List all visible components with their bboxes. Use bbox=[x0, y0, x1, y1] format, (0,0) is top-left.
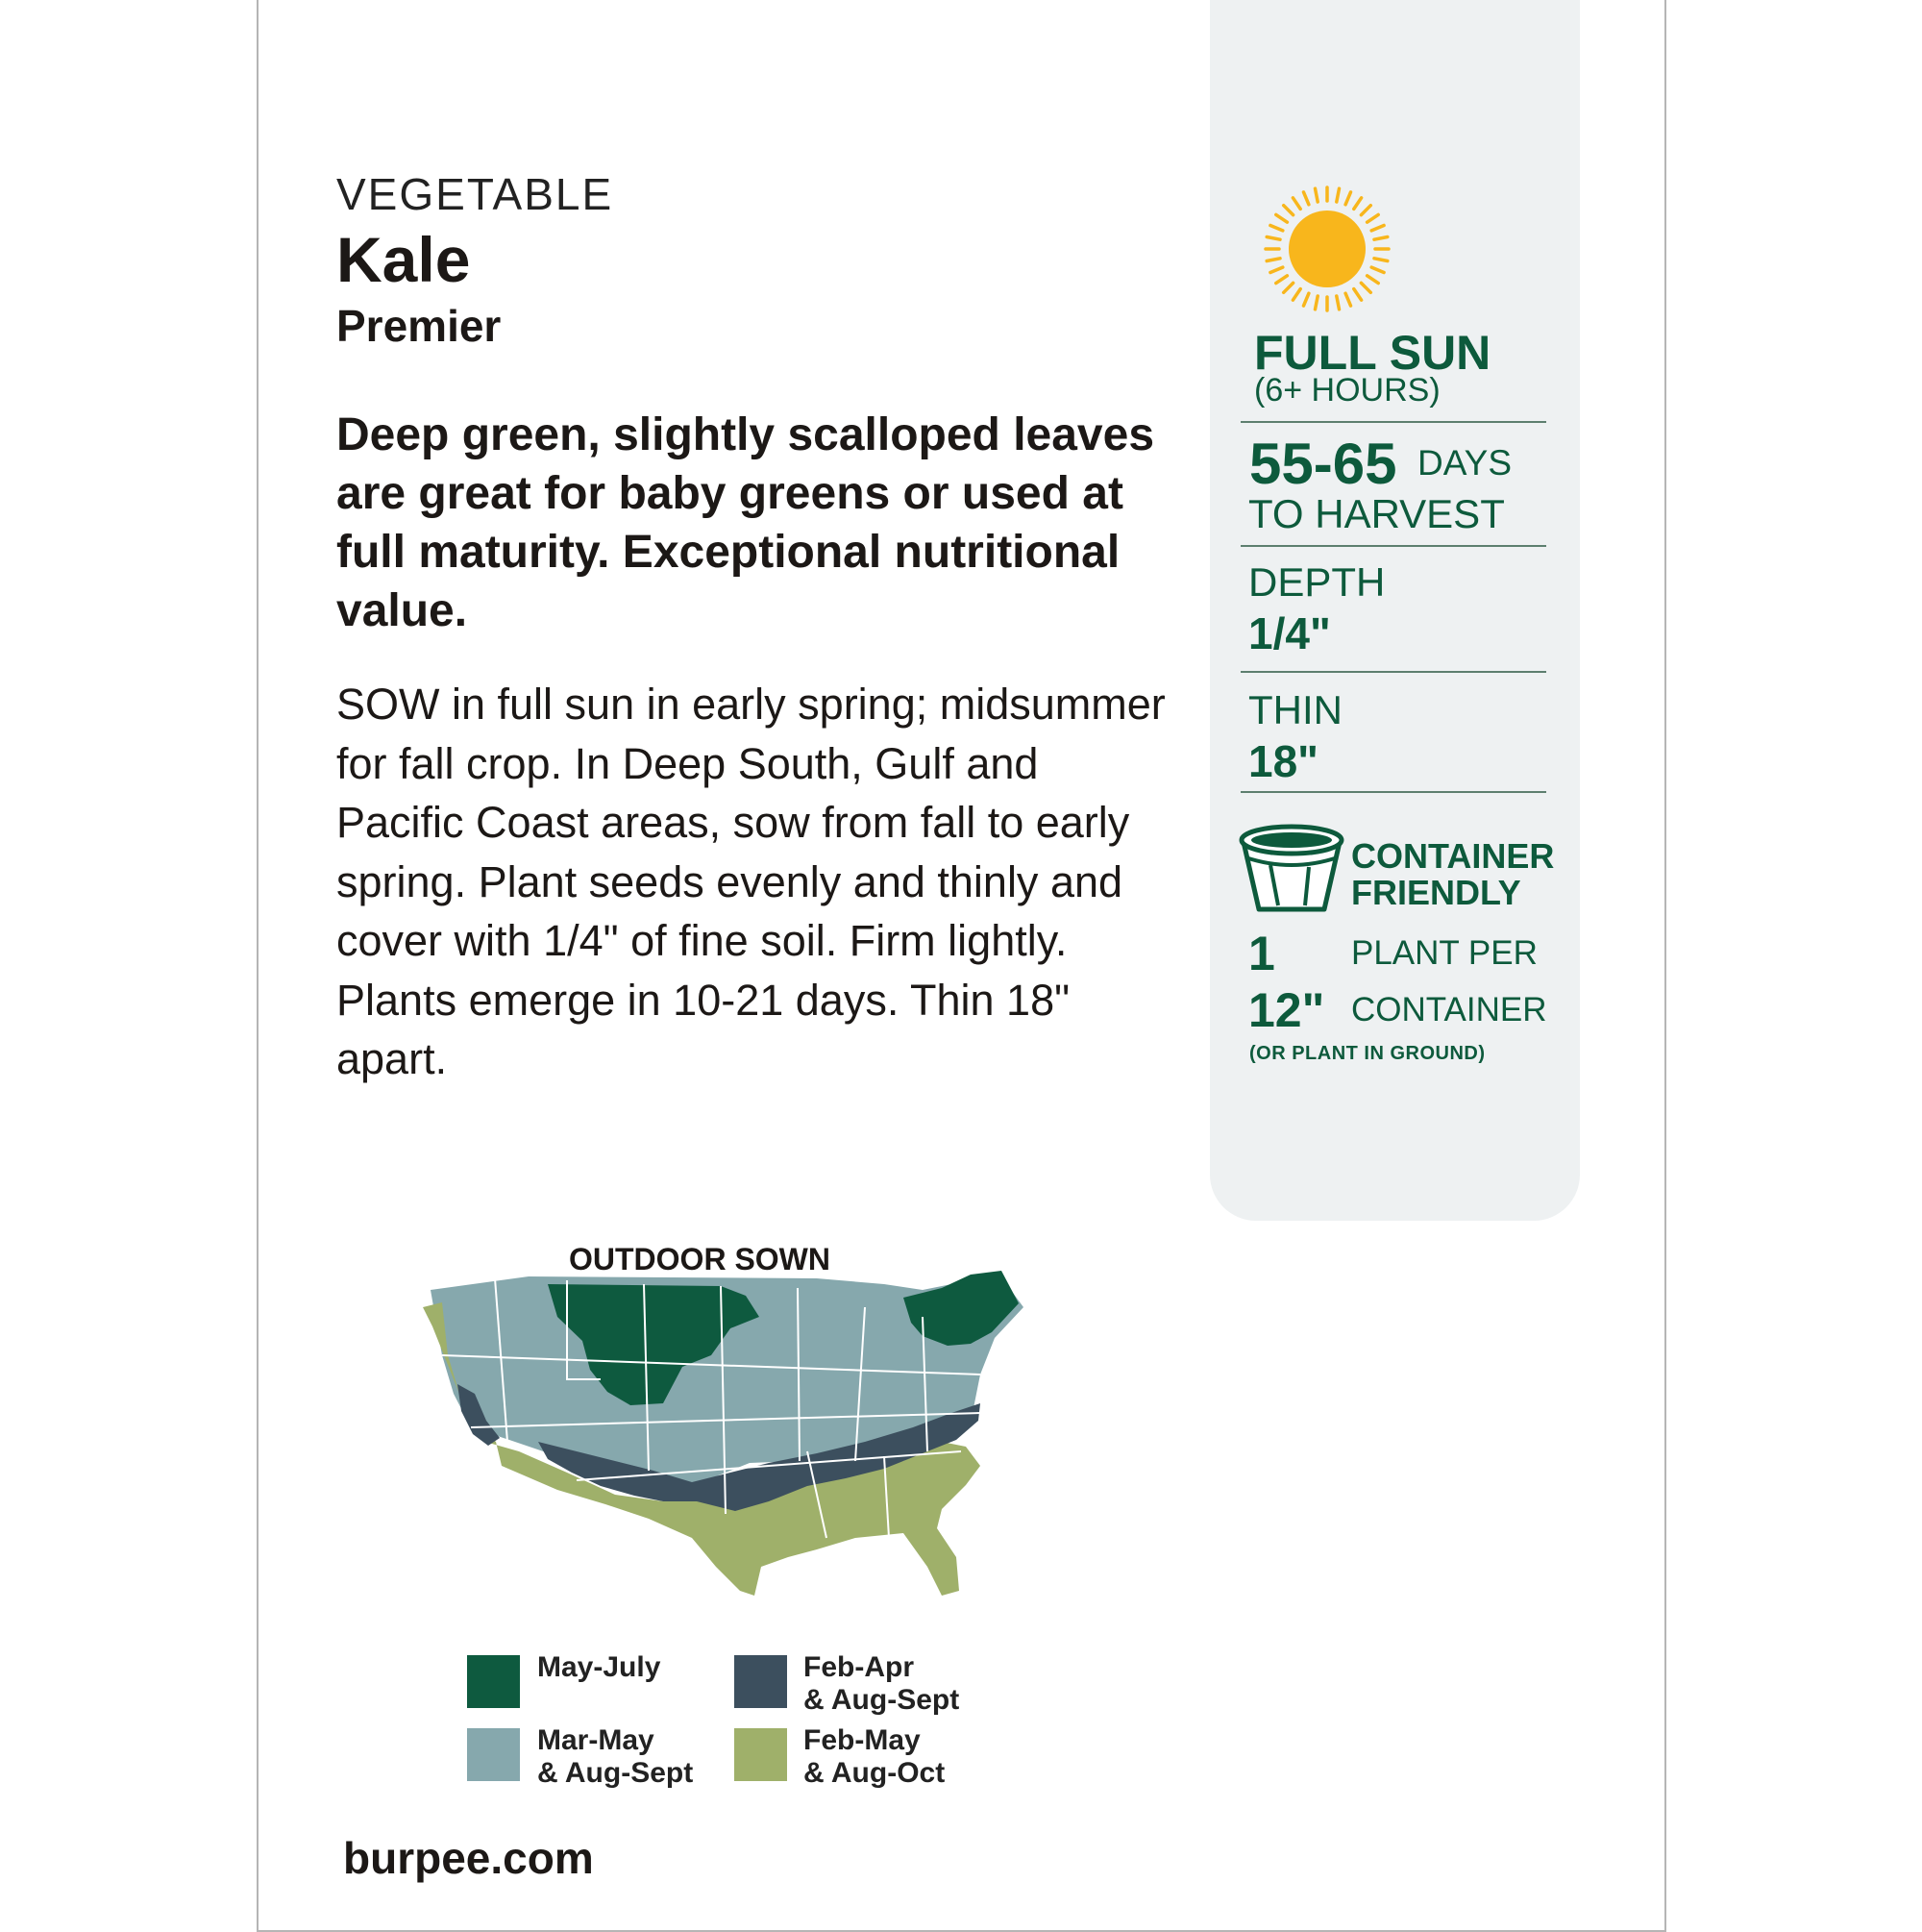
container-label: CONTAINER bbox=[1351, 991, 1547, 1028]
legend-text: Feb-Apr bbox=[803, 1651, 914, 1683]
legend-label-feb-apr bbox=[803, 1651, 959, 1717]
divider bbox=[1241, 421, 1546, 423]
thin-value: 18" bbox=[1248, 736, 1318, 786]
website-link[interactable]: burpee.com bbox=[343, 1833, 594, 1883]
days-unit: DAYS bbox=[1417, 443, 1513, 483]
container-friendly-label bbox=[1351, 838, 1554, 911]
plants-per-label: PLANT PER bbox=[1351, 934, 1538, 972]
container-title-line2: FRIENDLY bbox=[1351, 873, 1521, 912]
legend-text: Mar-May bbox=[537, 1724, 654, 1756]
sun-ray bbox=[1345, 293, 1350, 306]
sun-ray bbox=[1361, 283, 1370, 292]
legend-label-may-july bbox=[537, 1651, 660, 1684]
sun-ray bbox=[1284, 206, 1294, 215]
divider bbox=[1241, 791, 1546, 793]
sun-ray bbox=[1316, 296, 1318, 310]
sun-ray bbox=[1276, 214, 1288, 222]
legend-label-mar-may bbox=[537, 1724, 693, 1790]
days-to-harvest-value: 55-65 bbox=[1249, 432, 1397, 496]
description: Deep green, slightly scalloped leaves are great for baby greens or used at full maturity. Exceptional nutritional value. bbox=[336, 409, 1155, 636]
legend-text: & Aug-Oct bbox=[803, 1757, 946, 1789]
legend-text: & Aug-Sept bbox=[537, 1757, 694, 1789]
sun-ray bbox=[1267, 259, 1280, 261]
sun-ray bbox=[1304, 192, 1309, 205]
container-pot-icon bbox=[1236, 817, 1347, 919]
legend-text: May-July bbox=[537, 1651, 661, 1683]
depth-label: DEPTH bbox=[1248, 559, 1386, 605]
sun-ray bbox=[1270, 226, 1283, 231]
plant-name: Kale bbox=[336, 224, 471, 295]
sun-ray bbox=[1354, 198, 1362, 210]
variety-name: Premier bbox=[336, 301, 502, 351]
depth-value: 1/4" bbox=[1248, 608, 1331, 658]
sun-ray bbox=[1361, 206, 1370, 215]
sun-ray bbox=[1374, 237, 1388, 240]
sun-ray bbox=[1267, 237, 1280, 240]
us-planting-map bbox=[404, 1250, 1047, 1653]
sowing-instructions: SOW in full sun in early spring; midsummer for fall crop. In Deep South, Gulf and Pacific Coast areas, sow from fall to early spring. Plant seeds evenly and thinly and cover with 1/4" of fine soil. Firm lightly. Plants emerge in 10-21 days. Thin 18" apart. bbox=[336, 680, 1166, 1083]
plant-in-ground-note: (OR PLANT IN GROUND) bbox=[1249, 1043, 1486, 1064]
sun-ray bbox=[1337, 296, 1340, 310]
legend-swatch-feb-apr bbox=[734, 1655, 787, 1708]
sun-ray bbox=[1371, 267, 1384, 272]
sun-ray bbox=[1354, 289, 1362, 301]
container-size-value: 12" bbox=[1248, 983, 1325, 1037]
divider bbox=[1241, 671, 1546, 673]
sun-ray bbox=[1345, 192, 1350, 205]
sun-ray bbox=[1371, 226, 1384, 231]
sun-ray bbox=[1368, 276, 1379, 284]
sun-ray bbox=[1316, 188, 1318, 202]
plants-per-container-value: 1 bbox=[1248, 927, 1275, 980]
sun-ray bbox=[1293, 289, 1300, 301]
category-label: VEGETABLE bbox=[336, 169, 614, 219]
sun-icon bbox=[1261, 183, 1393, 315]
sun-ray bbox=[1270, 267, 1283, 272]
sun-ray bbox=[1276, 276, 1288, 284]
legend-swatch-may-july bbox=[467, 1655, 520, 1708]
legend-swatch-mar-may bbox=[467, 1728, 520, 1781]
sun-ray bbox=[1304, 293, 1309, 306]
divider bbox=[1241, 545, 1546, 547]
sun-ray bbox=[1284, 283, 1294, 292]
legend-label-feb-may bbox=[803, 1724, 945, 1790]
legend-text: & Aug-Sept bbox=[803, 1684, 960, 1716]
legend-swatch-feb-may bbox=[734, 1728, 787, 1781]
sun-ray bbox=[1337, 188, 1340, 202]
to-harvest-label: TO HARVEST bbox=[1248, 491, 1505, 536]
map-title: OUTDOOR SOWN bbox=[569, 1242, 830, 1276]
thin-label: THIN bbox=[1248, 687, 1343, 732]
sun-ray bbox=[1293, 198, 1300, 210]
container-title-line1: CONTAINER bbox=[1351, 836, 1555, 876]
sun-ray bbox=[1374, 259, 1388, 261]
sun-hours: (6+ HOURS) bbox=[1254, 372, 1441, 409]
sun-requirement: FULL SUN bbox=[1254, 326, 1491, 380]
legend-text: Feb-May bbox=[803, 1724, 921, 1756]
sun-ray bbox=[1368, 214, 1379, 222]
